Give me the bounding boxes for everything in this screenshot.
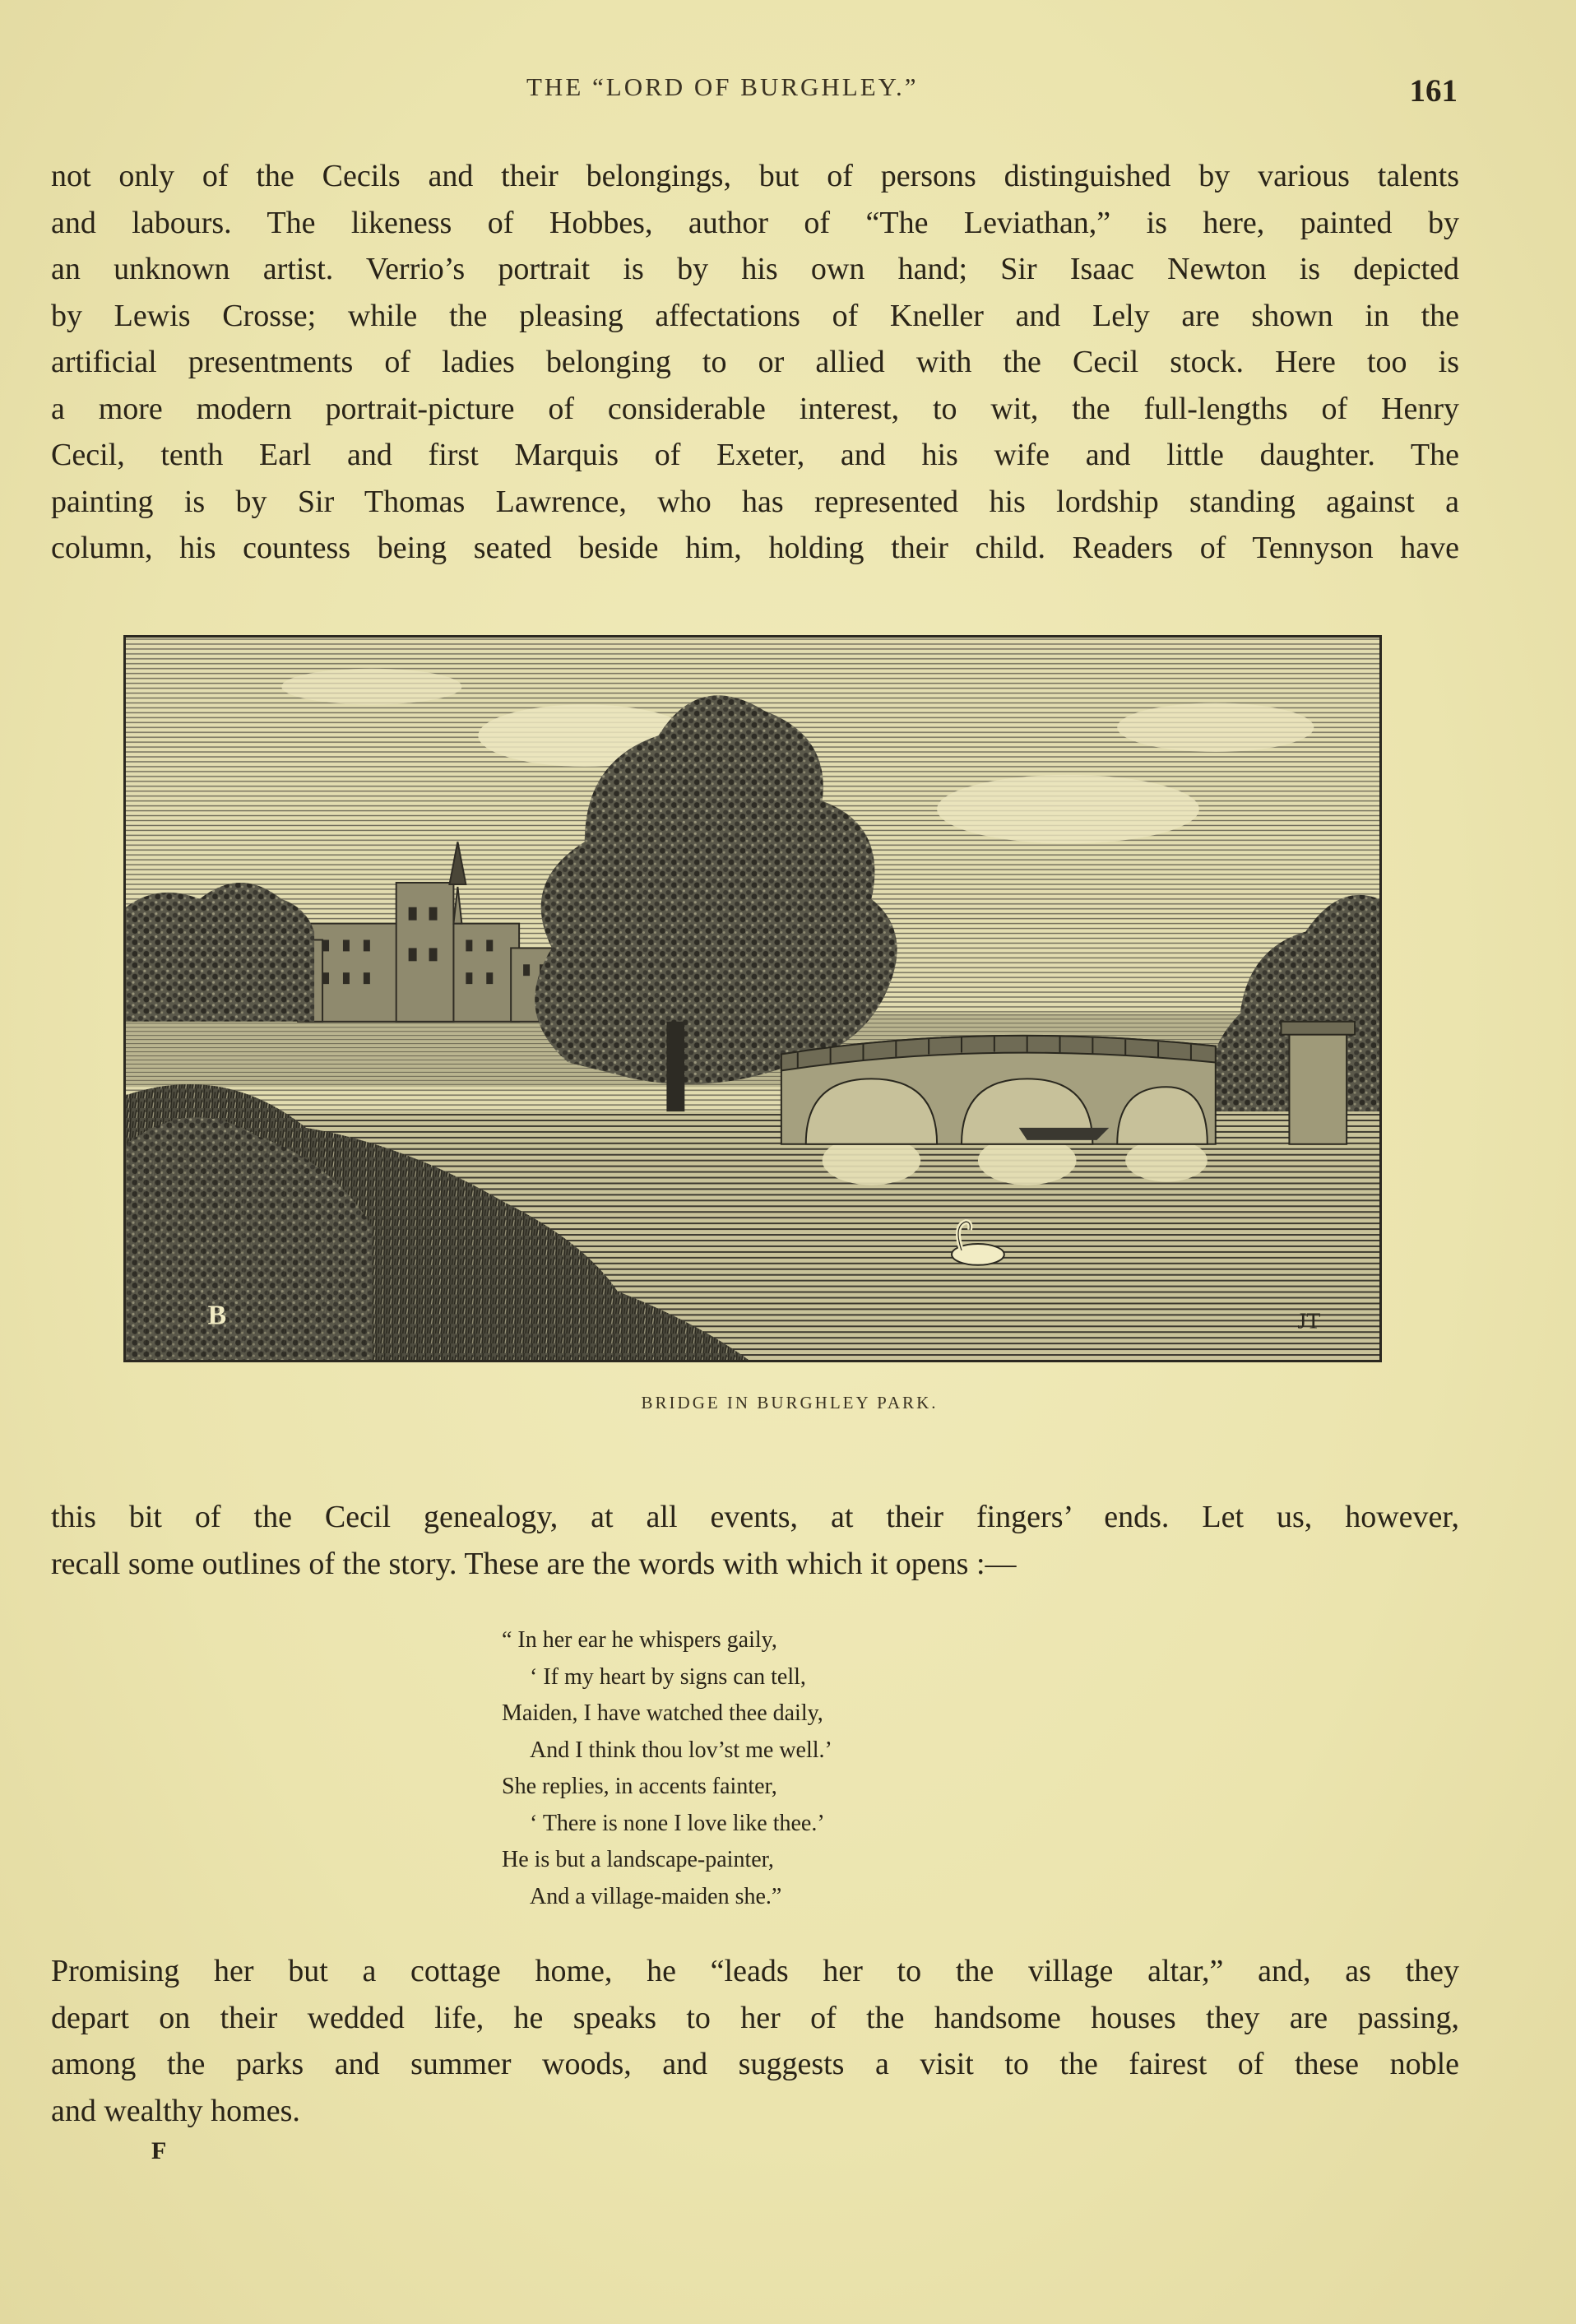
text-line: an unknown artist. Verrio’s portrait is by his own hand; Sir Isaac Newton is depicted — [51, 252, 1459, 286]
verse-line: Maiden, I have watched thee daily, — [502, 1700, 823, 1726]
engraving-bridge-illustration — [123, 635, 1382, 1362]
artist-monogram-right: JT — [1297, 1308, 1321, 1334]
running-title: THE “LORD OF BURGHLEY.” — [526, 72, 919, 101]
text-line: among the parks and summer woods, and suggests a visit to the fairest of these noble — [51, 2047, 1459, 2081]
text-line: depart on their wedded life, he speaks to her of the handsome houses they are passing, — [51, 2000, 1459, 2035]
verse-line: She replies, in accents fainter, — [502, 1774, 777, 1799]
text-line: and labours. The likeness of Hobbes, author of “The Leviathan,” is here, painted by — [51, 205, 1459, 240]
signature-mark: F — [151, 2137, 167, 2164]
text-line: by Lewis Crosse; while the pleasing affectations of Kneller and Lely are shown in the — [51, 298, 1459, 333]
verse-line: He is but a landscape-painter, — [502, 1847, 774, 1872]
illustration-caption: BRIDGE IN BURGHLEY PARK. — [641, 1393, 939, 1412]
text-line: painting is by Sir Thomas Lawrence, who has represented his lordship standing against a — [51, 484, 1459, 519]
artist-monogram-left: B — [207, 1300, 227, 1331]
text-line: and wealthy homes. — [51, 2093, 300, 2128]
verse-line: And a village-maiden she.” — [530, 1883, 782, 1909]
text-line: Cecil, tenth Earl and first Marquis of Exeter, and his wife and little daughter. The — [51, 438, 1459, 472]
paragraph-1 — [51, 153, 1459, 572]
text-line: not only of the Cecils and their belongings, but of persons distinguished by various talents — [51, 159, 1459, 193]
verse-quotation — [502, 1622, 1078, 1915]
text-line: artificial presentments of ladies belonging to or allied with the Cecil stock. Here too is — [51, 345, 1459, 379]
page-number: 161 — [1409, 73, 1458, 109]
verse-line: ‘ There is none I love like thee.’ — [530, 1810, 825, 1836]
text-line: Promising her but a cottage home, he “leads her to the village altar,” and, as they — [51, 1954, 1459, 1988]
text-line: a more modern portrait-picture of considerable interest, to wit, the full-lengths of Henry — [51, 391, 1459, 426]
verse-line: “ In her ear he whispers gaily, — [502, 1627, 777, 1653]
text-line: this bit of the Cecil genealogy, at all events, at their fingers’ ends. Let us, however, — [51, 1500, 1459, 1534]
paragraph-2 — [51, 1494, 1459, 1587]
verse-line: And I think thou lov’st me well.’ — [530, 1737, 832, 1763]
paragraph-3 — [51, 1948, 1459, 2134]
text-line: column, his countess being seated beside him, holding their child. Readers of Tennyson have — [51, 531, 1459, 565]
verse-line: ‘ If my heart by signs can tell, — [530, 1663, 806, 1690]
engraving-drawing — [126, 638, 1379, 1360]
boat — [1019, 1128, 1110, 1140]
text-line: recall some outlines of the story. These are the words with which it opens :— — [51, 1546, 1017, 1581]
